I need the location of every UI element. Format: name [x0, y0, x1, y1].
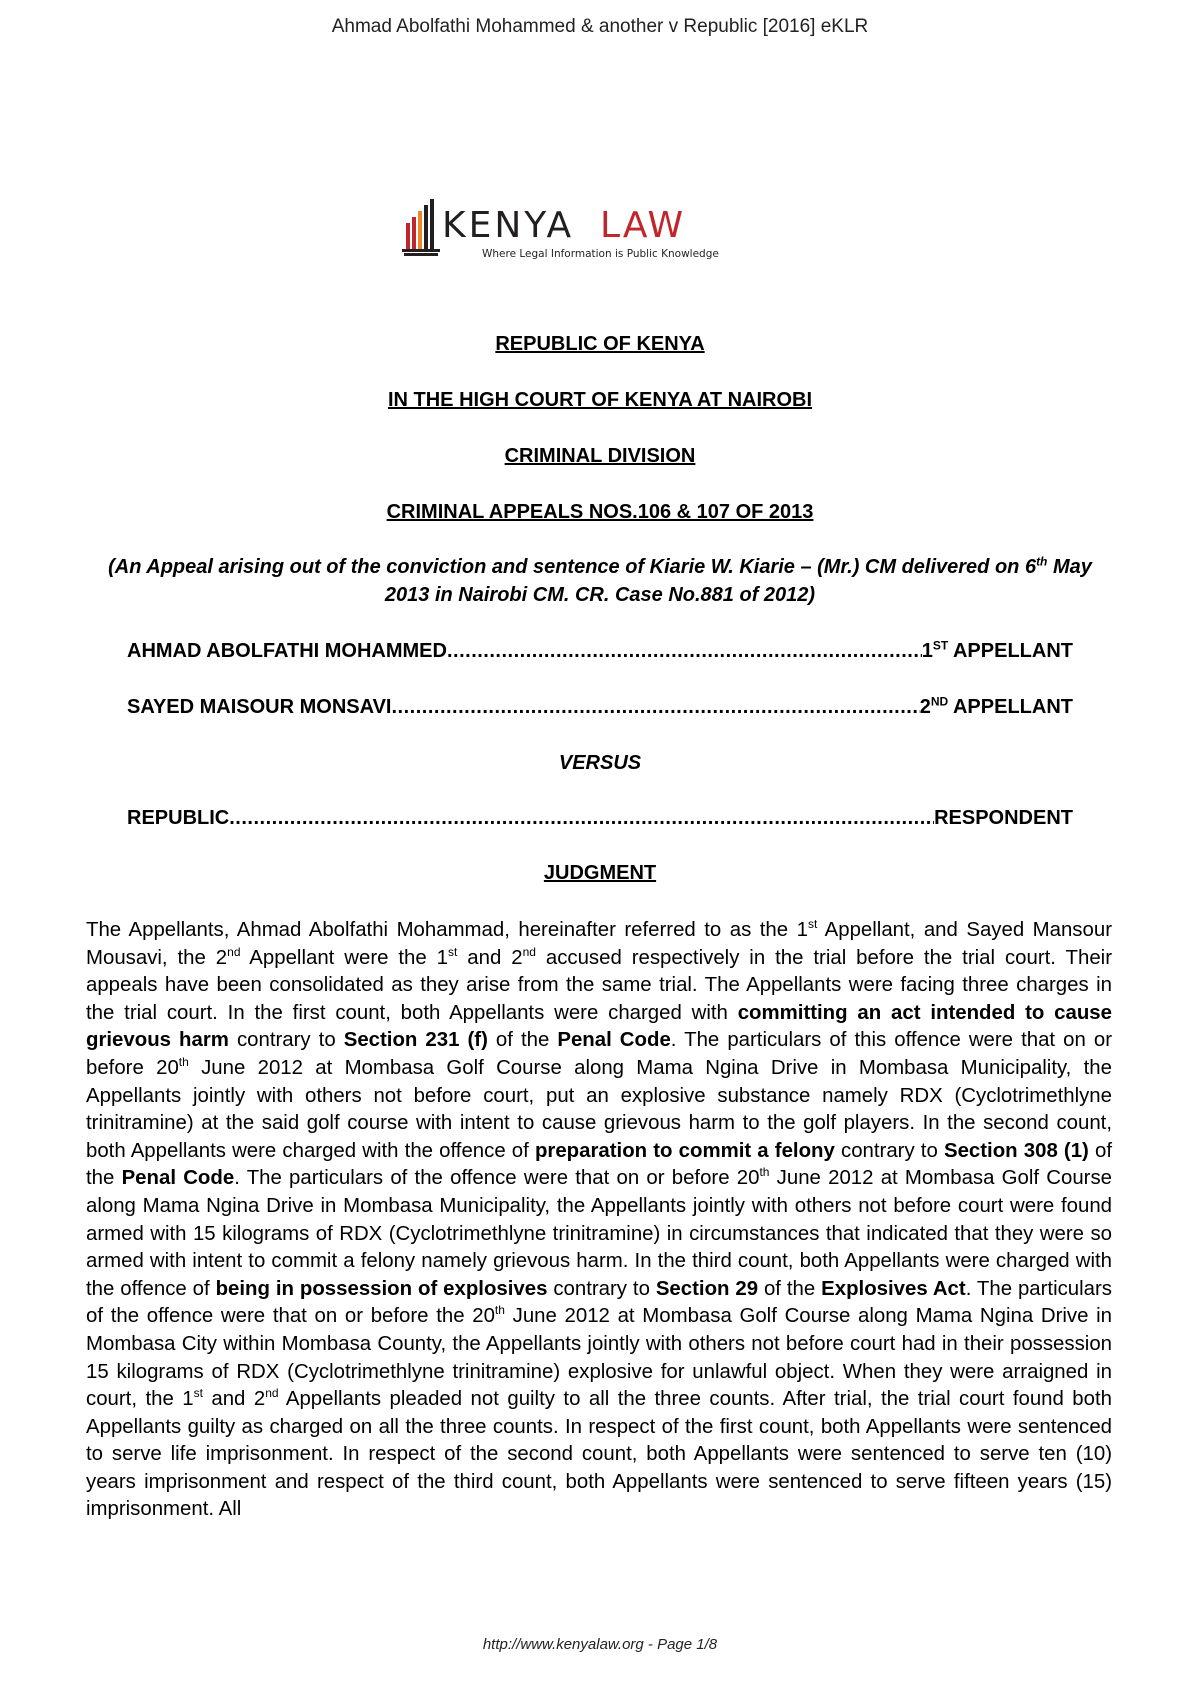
appeal-origin-note: (An Appeal arising out of the conviction and sentence of Kiarie W. Kiarie – (Mr.) CM delivered on 6th May 2013 in Nairobi CM. CR. Case No.881 of 2012): [108, 554, 1092, 606]
party-second-appellant: [127, 696, 1073, 719]
leader-dots: [391, 696, 919, 719]
kenya-law-logo-graphic: [402, 195, 732, 265]
page-header: Ahmad Abolfathi Mohammed & another v Republic [2016] eKLR: [331, 16, 869, 37]
leader-dots: [447, 640, 922, 663]
party-role: 1ST APPELLANT: [921, 640, 1073, 662]
page-footer: http://www.kenyalaw.org - Page 1/8: [482, 1636, 718, 1653]
brand-tagline: Where Legal Information is Public Knowledge: [482, 248, 719, 260]
versus-label: VERSUS: [558, 752, 642, 774]
leader-dots: [229, 807, 934, 830]
kenya-law-logo: [402, 195, 732, 265]
brand-law: LAW: [600, 205, 686, 246]
party-role: 2ND APPELLANT: [919, 696, 1073, 718]
pillars-emblem-icon: [402, 199, 440, 256]
party-name: REPUBLIC: [127, 807, 230, 829]
judgment-paragraph: The Appellants, Ahmad Abolfathi Mohammad, hereinafter referred to as the 1st Appellant, and Sayed Mansour Mousavi, the 2nd Appellant were the 1st and 2nd accused respectively in the trial before the trial court. Their appeals have been consolidated as they arise from the same trial. The Appellants were facing three charges in the trial court. In the first count, both Appellants were charged with committing an act intended to cause grievous harm contrary to Section 231 (f) of the Penal Code. The particulars of this offence were that on or before 20th June 2012 at Mombasa Golf Course along Mama Ngina Drive in Mombasa Municipality, the Appellants jointly with others not before court, put an explosive substance namely RDX (Cyclotrimethlyne trinitramine) at the said golf course with intent to cause grievous harm to the golf players. In the second count, both Appellants were charged with the offence of preparation to commit a felony contrary to Section 308 (1) of the Penal Code. The particulars of the offence were that on or before 20th June 2012 at Mombasa Golf Course along Mama Ngina Drive in Mombasa Municipality, the Appellants jointly with others not before court were found armed with 15 kilograms of RDX (Cyclotrimethlyne trinitramine) in circumstances that indicated that they were so armed with intent to commit a felony namely grievous harm. In the third count, both Appellants were charged with the offence of being in possession of explosives contrary to Section 29 of the Explosives Act. The particulars of the offence were that on or before the 20th June 2012 at Mombasa Golf Course along Mama Ngina Drive in Mombasa City within Mombasa County, the Appellants jointly with others not before court had in their possession 15 kilograms of RDX (Cyclotrimethlyne trinitramine) explosive for unlawful object. When they were arraigned in court, the 1st and 2nd Appellants pleaded not guilty to all the three counts. After trial, the trial court found both Appellants guilty as charged on all the three counts. In respect of the first count, both Appellants were sentenced to serve life imprisonment. In respect of the second count, both Appellants were sentenced to serve ten (10) years imprisonment and respect of the third count, both Appellants were sentenced to serve fifteen years (15) imprisonment. All: [86, 917, 1113, 1521]
party-name: AHMAD ABOLFATHI MOHAMMED: [127, 640, 447, 662]
title-division: CRIMINAL DIVISION: [504, 445, 696, 467]
party-first-appellant: [127, 640, 1073, 663]
judgment-heading: JUDGMENT: [543, 862, 657, 884]
party-name: SAYED MAISOUR MONSAVI: [127, 696, 392, 718]
brand-kenya: KENYA: [442, 205, 575, 246]
title-appeals: CRIMINAL APPEALS NOS.106 & 107 OF 2013: [386, 501, 814, 523]
party-role: RESPONDENT: [934, 807, 1073, 829]
title-court: IN THE HIGH COURT OF KENYA AT NAIROBI: [387, 389, 813, 411]
title-republic: REPUBLIC OF KENYA: [495, 333, 705, 355]
party-respondent: [127, 807, 1073, 830]
